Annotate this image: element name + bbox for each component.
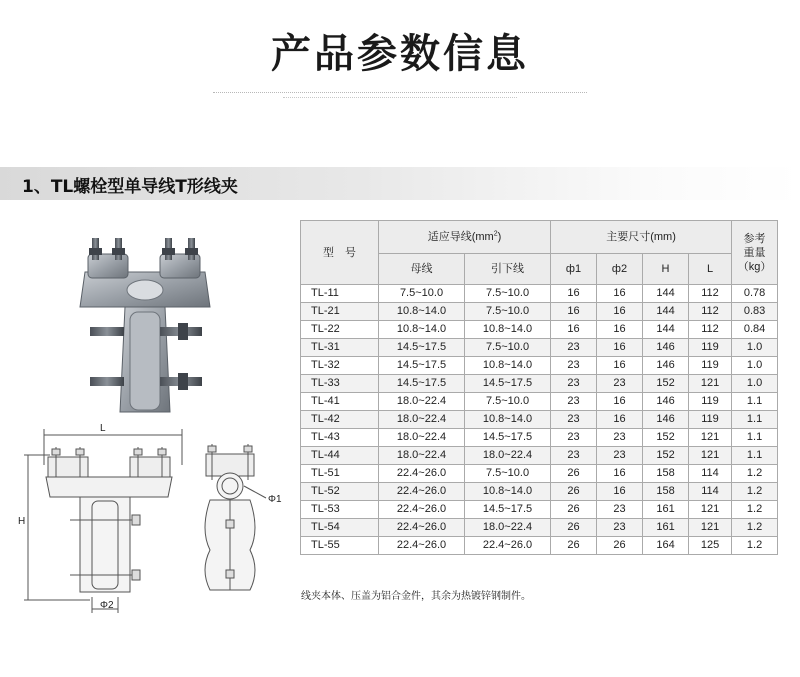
cell-l: 121 [689,519,732,537]
cell-h: 146 [643,357,689,375]
product-photo [70,232,220,422]
cell-l: 114 [689,483,732,501]
cell-h: 144 [643,321,689,339]
dimension-label-phi2: Φ2 [100,600,114,611]
cell-phi1: 26 [551,501,597,519]
cell-phi2: 23 [597,429,643,447]
cell-phi2: 16 [597,411,643,429]
cell-weight: 1.2 [732,519,778,537]
cell-h: 164 [643,537,689,555]
cell-phi2: 23 [597,519,643,537]
cell-l: 112 [689,303,732,321]
cell-weight: 0.84 [732,321,778,339]
cell-h: 161 [643,519,689,537]
cell-l: 121 [689,447,732,465]
cell-l: 112 [689,285,732,303]
cell-h: 144 [643,303,689,321]
cell-h: 152 [643,429,689,447]
cell-phi1: 23 [551,393,597,411]
cell-down: 18.0~22.4 [465,447,551,465]
table-row [301,519,778,537]
col-model-header: 型 号 [301,221,379,285]
dimension-label-l: L [100,423,106,434]
cell-phi2: 16 [597,321,643,339]
cell-down: 22.4~26.0 [465,537,551,555]
cell-model: TL-31 [301,339,379,357]
cell-model: TL-42 [301,411,379,429]
table-row [301,501,778,519]
col-down-line: 引下线 [465,254,551,285]
cell-phi2: 16 [597,465,643,483]
cell-phi2: 26 [597,537,643,555]
cell-l: 119 [689,339,732,357]
table-row [301,321,778,339]
cell-down: 14.5~17.5 [465,501,551,519]
cell-l: 121 [689,501,732,519]
cell-h: 144 [643,285,689,303]
cell-phi1: 23 [551,429,597,447]
cell-weight: 1.0 [732,357,778,375]
front-view-drawing [20,425,200,620]
cell-phi2: 16 [597,339,643,357]
cell-l: 121 [689,375,732,393]
table-row [301,375,778,393]
table-row [301,447,778,465]
cell-weight: 1.1 [732,447,778,465]
cell-model: TL-21 [301,303,379,321]
cell-phi2: 16 [597,285,643,303]
table-row [301,465,778,483]
cell-phi2: 16 [597,357,643,375]
cell-l: 121 [689,429,732,447]
cell-weight: 1.1 [732,429,778,447]
cell-main: 18.0~22.4 [379,447,465,465]
cell-phi1: 23 [551,339,597,357]
cell-down: 7.5~10.0 [465,465,551,483]
cell-model: TL-44 [301,447,379,465]
table-row [301,357,778,375]
cell-model: TL-33 [301,375,379,393]
cell-model: TL-55 [301,537,379,555]
cell-h: 152 [643,375,689,393]
cell-main: 10.8~14.0 [379,321,465,339]
cell-model: TL-54 [301,519,379,537]
material-note: 线夹本体、压盖为铝合金件，其余为热镀锌钢制件。 [301,591,531,602]
table-row [301,393,778,411]
cell-main: 14.5~17.5 [379,339,465,357]
cell-l: 119 [689,393,732,411]
cell-model: TL-51 [301,465,379,483]
cell-l: 114 [689,465,732,483]
cell-down: 10.8~14.0 [465,357,551,375]
col-phi1: ф1 [551,254,597,285]
cell-weight: 0.83 [732,303,778,321]
cell-main: 14.5~17.5 [379,357,465,375]
cell-phi1: 26 [551,465,597,483]
cell-down: 14.5~17.5 [465,429,551,447]
cell-model: TL-43 [301,429,379,447]
dimension-label-phi1: Φ1 [268,494,282,505]
table-row [301,537,778,555]
cell-down: 7.5~10.0 [465,393,551,411]
cell-phi1: 23 [551,447,597,465]
cell-down: 7.5~10.0 [465,303,551,321]
cell-phi2: 16 [597,303,643,321]
cell-phi1: 16 [551,321,597,339]
col-l: L [689,254,732,285]
cell-main: 10.8~14.0 [379,303,465,321]
cell-l: 119 [689,411,732,429]
cell-weight: 1.2 [732,537,778,555]
col-main-line: 母线 [379,254,465,285]
cell-main: 22.4~26.0 [379,465,465,483]
cell-weight: 1.0 [732,375,778,393]
col-weight-header: 参考 重量 （kg） [732,221,778,285]
table-row [301,429,778,447]
cell-model: TL-32 [301,357,379,375]
cell-phi2: 16 [597,393,643,411]
cell-main: 22.4~26.0 [379,483,465,501]
dimension-label-h: H [18,516,26,527]
cell-l: 112 [689,321,732,339]
cell-h: 158 [643,483,689,501]
cell-phi1: 16 [551,285,597,303]
cell-down: 7.5~10.0 [465,339,551,357]
cell-model: TL-52 [301,483,379,501]
col-h: H [643,254,689,285]
cell-h: 152 [643,447,689,465]
title-divider [213,92,587,93]
cell-phi1: 23 [551,357,597,375]
cell-main: 22.4~26.0 [379,519,465,537]
page-title: 产品参数信息 [271,31,529,77]
cell-model: TL-11 [301,285,379,303]
cell-phi2: 16 [597,483,643,501]
cell-h: 146 [643,393,689,411]
cell-main: 14.5~17.5 [379,375,465,393]
cell-down: 10.8~14.0 [465,321,551,339]
cell-down: 10.8~14.0 [465,483,551,501]
cell-weight: 1.2 [732,483,778,501]
cell-h: 146 [643,411,689,429]
cell-phi1: 23 [551,375,597,393]
cell-model: TL-22 [301,321,379,339]
table-row [301,285,778,303]
cell-main: 18.0~22.4 [379,411,465,429]
cell-model: TL-41 [301,393,379,411]
table-row [301,411,778,429]
cell-weight: 1.2 [732,501,778,519]
cell-phi2: 23 [597,375,643,393]
cell-main: 18.0~22.4 [379,429,465,447]
cell-h: 158 [643,465,689,483]
cell-l: 125 [689,537,732,555]
section-title: 1、TL螺栓型单导线T形线夹 [22,177,238,197]
cell-model: TL-53 [301,501,379,519]
cell-main: 22.4~26.0 [379,501,465,519]
cell-phi1: 16 [551,303,597,321]
cell-h: 161 [643,501,689,519]
cell-main: 22.4~26.0 [379,537,465,555]
cell-weight: 1.1 [732,411,778,429]
side-view-drawing [192,440,292,600]
cell-weight: 0.78 [732,285,778,303]
cell-down: 18.0~22.4 [465,519,551,537]
table-row [301,303,778,321]
cell-phi1: 26 [551,519,597,537]
cell-weight: 1.2 [732,465,778,483]
cell-down: 10.8~14.0 [465,411,551,429]
spec-table [300,220,778,555]
cell-weight: 1.1 [732,393,778,411]
col-conductor-header: 适应导线$(mm^2)$ [379,221,551,254]
col-phi2: ф2 [597,254,643,285]
cell-weight: 1.0 [732,339,778,357]
cell-phi1: 26 [551,483,597,501]
cell-main: 7.5~10.0 [379,285,465,303]
cell-main: 18.0~22.4 [379,393,465,411]
cell-h: 146 [643,339,689,357]
title-divider-secondary [283,97,517,98]
table-row [301,339,778,357]
cell-phi1: 23 [551,411,597,429]
cell-phi2: 23 [597,447,643,465]
cell-down: 14.5~17.5 [465,375,551,393]
cell-l: 119 [689,357,732,375]
cell-down: 7.5~10.0 [465,285,551,303]
table-row [301,483,778,501]
cell-phi2: 23 [597,501,643,519]
cell-phi1: 26 [551,537,597,555]
col-dims-header: 主要尺寸(mm) [551,221,732,254]
